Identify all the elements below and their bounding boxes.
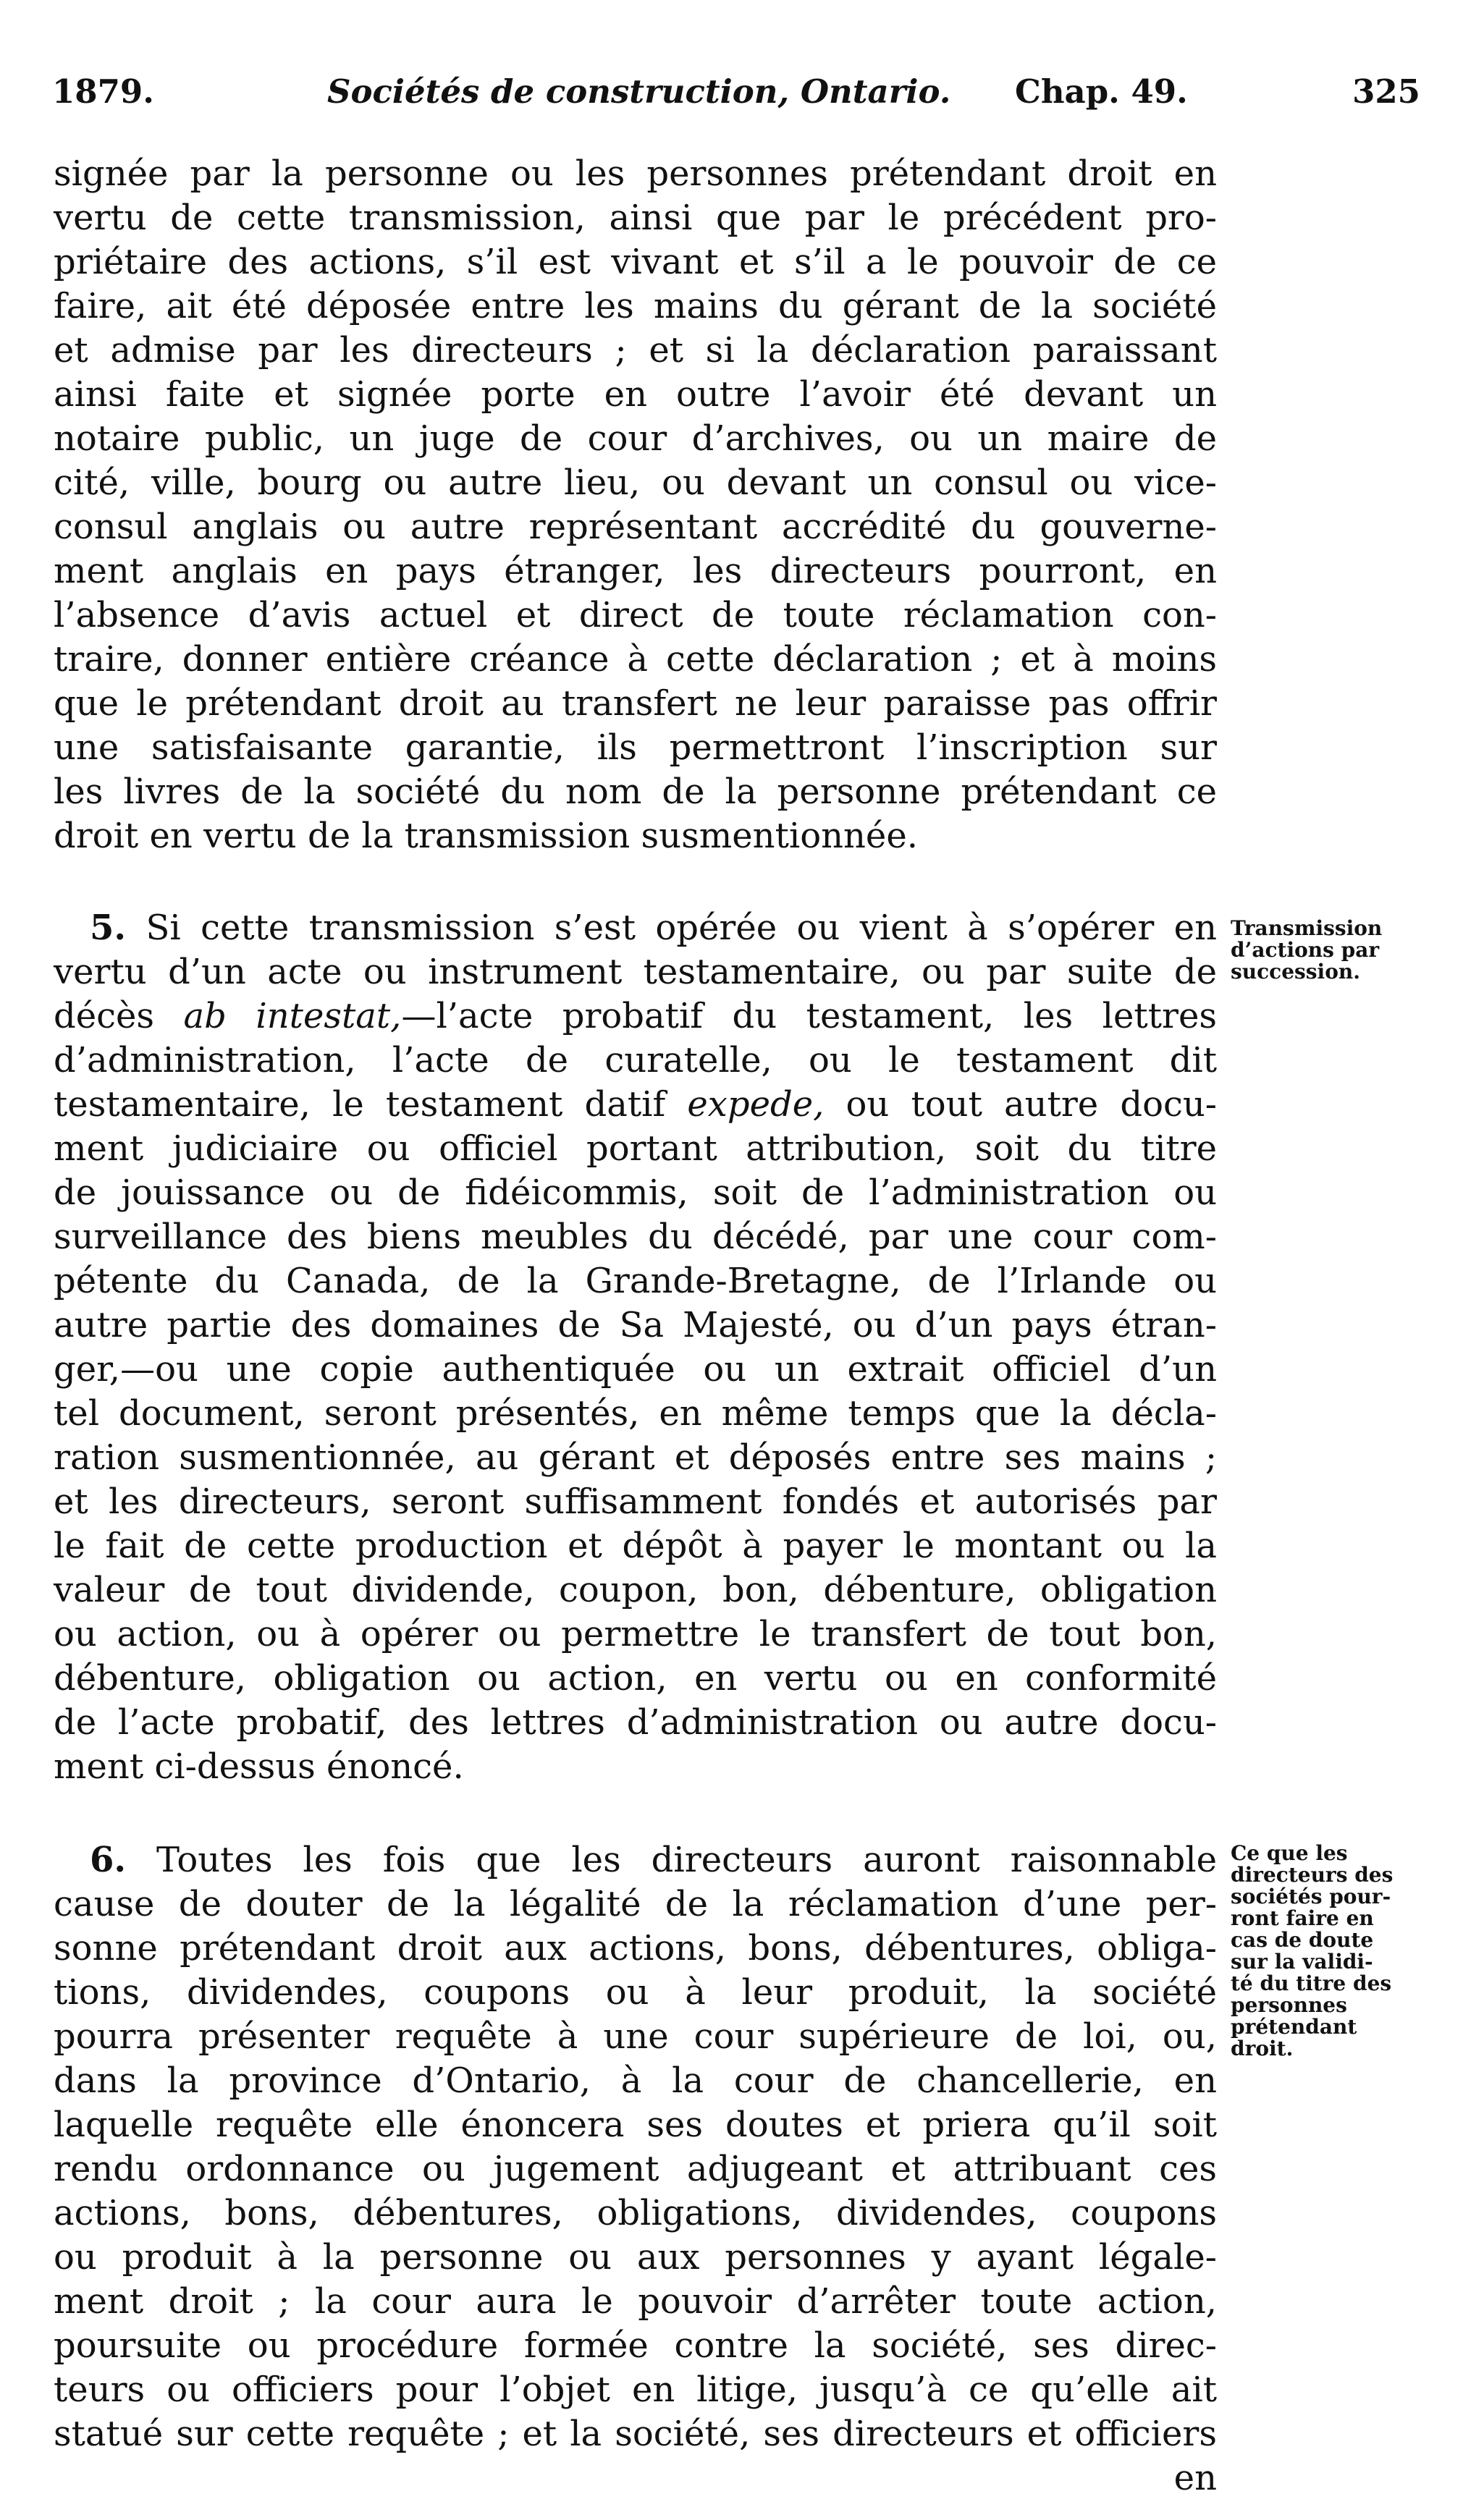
text-line: autre partie des domaines de Sa Majesté, ou d’un pays étran- (54, 1305, 1217, 1345)
header-chapter: Chap. 49. (1015, 72, 1188, 111)
text-line: tel document, seront présentés, en même temps que la décla- (54, 1393, 1217, 1434)
text-line: cause de douter de la légalité de la réclamation d’une per- (54, 1884, 1217, 1924)
section-6-body (54, 1882, 1217, 2456)
text-line: pétente du Canada, de la Grande-Bretagne, de l’Irlande ou (54, 1261, 1217, 1301)
text-line: les livres de la société du nom de la personne prétendant ce (54, 771, 1217, 812)
section-5-body (54, 1127, 1217, 1789)
text-line: décès ab intestat,—l’acte probatif du testament, les lettres (54, 996, 1217, 1036)
continuation-paragraph (54, 152, 1217, 858)
text-line: ment anglais en pays étranger, les directeurs pourront, en (54, 551, 1217, 591)
text-line: 6. Toutes les fois que les directeurs auront raisonnable (90, 1840, 1217, 1880)
text-line: surveillance des biens meubles du décédé, par une cour com- (54, 1217, 1217, 1257)
margin-note-line: prétendant (1231, 2015, 1357, 2039)
margin-note-line: succession. (1231, 960, 1360, 984)
text-line: et les directeurs, seront suffisamment fondés et autorisés par (54, 1481, 1217, 1522)
text-line: que le prétendant droit au transfert ne leur paraisse pas offrir (54, 683, 1217, 724)
text-line: dans la province d’Ontario, à la cour de chancellerie, en (54, 2060, 1217, 2101)
running-head (52, 67, 1420, 117)
text-line: ment judiciaire ou officiel portant attribution, soit du titre (54, 1128, 1217, 1169)
text-line: rendu ordonnance ou jugement adjugeant et attribuant ces (54, 2149, 1217, 2189)
text-line: notaire public, un juge de cour d’archives, ou un maire de (54, 418, 1217, 459)
text-line: ration susmentionnée, au gérant et déposés entre ses mains ; (54, 1437, 1217, 1478)
text-line: débenture, obligation ou action, en vertu ou en conformité (54, 1658, 1217, 1699)
text-line: consul anglais ou autre représentant accrédité du gouverne- (54, 507, 1217, 547)
text-line: vertu d’un acte ou instrument testamentaire, ou par suite de (54, 952, 1217, 992)
catchword: en (1173, 2458, 1217, 2498)
text-line: le fait de cette production et dépôt à payer le montant ou la (54, 1526, 1217, 1566)
text-line: valeur de tout dividende, coupon, bon, débenture, obligation (54, 1570, 1217, 1610)
text-line: ment ci-dessus énoncé. (54, 1746, 464, 1787)
margin-note-line: Transmission (1231, 916, 1383, 940)
text-line: de l’acte probatif, des lettres d’administration ou autre docu- (54, 1702, 1217, 1743)
margin-note-line: personnes (1231, 1993, 1347, 2017)
text-line: ou action, ou à opérer ou permettre le transfert de tout bon, (54, 1614, 1217, 1654)
text-line: ou produit à la personne ou aux personnes y ayant légale- (54, 2237, 1217, 2278)
text-line: laquelle requête elle énoncera ses doutes et priera qu’il soit (54, 2105, 1217, 2145)
text-line: ainsi faite et signée porte en outre l’avoir été devant un (54, 374, 1217, 415)
text-line: faire, ait été déposée entre les mains du gérant de la société (54, 286, 1217, 326)
header-year: 1879. (52, 72, 154, 111)
text-line: l’absence d’avis actuel et direct de toute réclamation con- (54, 595, 1217, 635)
margin-note-line: sociétés pour- (1231, 1885, 1391, 1908)
text-line: priétaire des actions, s’il est vivant et s’il a le pouvoir de ce (54, 242, 1217, 282)
margin-note-line: ront faire en (1231, 1906, 1374, 1930)
section-number: 6. (90, 1840, 127, 1880)
section-6 (54, 1838, 1217, 2500)
margin-note-line: directeurs des (1231, 1863, 1394, 1887)
margin-note-line: d’actions par (1231, 938, 1380, 962)
text-line: signée par la personne ou les personnes prétendant droit en (54, 153, 1217, 194)
text-line: d’administration, l’acte de curatelle, ou le testament dit (54, 1040, 1217, 1081)
text-line: pourra présenter requête à une cour supérieure de loi, ou, (54, 2016, 1217, 2057)
text-line: de jouissance ou de fidéicommis, soit de l’administration ou (54, 1172, 1217, 1213)
text-line: ment droit ; la cour aura le pouvoir d’arrêter toute action, (54, 2281, 1217, 2322)
text-line: actions, bons, débentures, obligations, dividendes, coupons (54, 2193, 1217, 2233)
text-line: une satisfaisante garantie, ils permettront l’inscription sur (54, 727, 1217, 768)
section-number: 5. (90, 908, 127, 948)
margin-note-line: té du titre des (1231, 1971, 1392, 1995)
section-5 (54, 906, 1217, 1789)
text-line: poursuite ou procédure formée contre la société, ses direc- (54, 2325, 1217, 2366)
text-line: testamentaire, le testament datif expede, ou tout autre docu- (54, 1084, 1217, 1125)
text-line: et admise par les directeurs ; et si la déclaration paraissant (54, 330, 1217, 371)
header-title: Sociétés de construction, Ontario. (327, 72, 951, 111)
margin-note-transmission (1231, 918, 1441, 983)
text-line: ger,—ou une copie authentiquée ou un extrait officiel d’un (54, 1349, 1217, 1390)
margin-note-directeurs (1231, 1843, 1441, 2060)
text-line: tions, dividendes, coupons ou à leur produit, la société (54, 1972, 1217, 2013)
text-line: 5. Si cette transmission s’est opérée ou vient à s’opérer en (90, 908, 1217, 948)
text-line: traire, donner entière créance à cette déclaration ; et à moins (54, 639, 1217, 680)
text-line: cité, ville, bourg ou autre lieu, ou devant un consul ou vice- (54, 462, 1217, 503)
margin-note-line: cas de doute (1231, 1928, 1374, 1952)
margin-note-line: Ce que les (1231, 1841, 1348, 1865)
margin-note-line: droit. (1231, 2037, 1294, 2060)
text-line: sonne prétendant droit aux actions, bons, débentures, obliga- (54, 1928, 1217, 1969)
page-number: 325 (1352, 72, 1420, 111)
text-line: statué sur cette requête ; et la société, ses directeurs et officiers (54, 2414, 1217, 2454)
text-line: droit en vertu de la transmission susmentionnée. (54, 816, 918, 856)
margin-note-line: sur la validi- (1231, 1950, 1373, 1974)
text-line: teurs ou officiers pour l’objet en litige, jusqu’à ce qu’elle ait (54, 2369, 1217, 2410)
text-line: vertu de cette transmission, ainsi que par le précédent pro- (54, 198, 1217, 238)
